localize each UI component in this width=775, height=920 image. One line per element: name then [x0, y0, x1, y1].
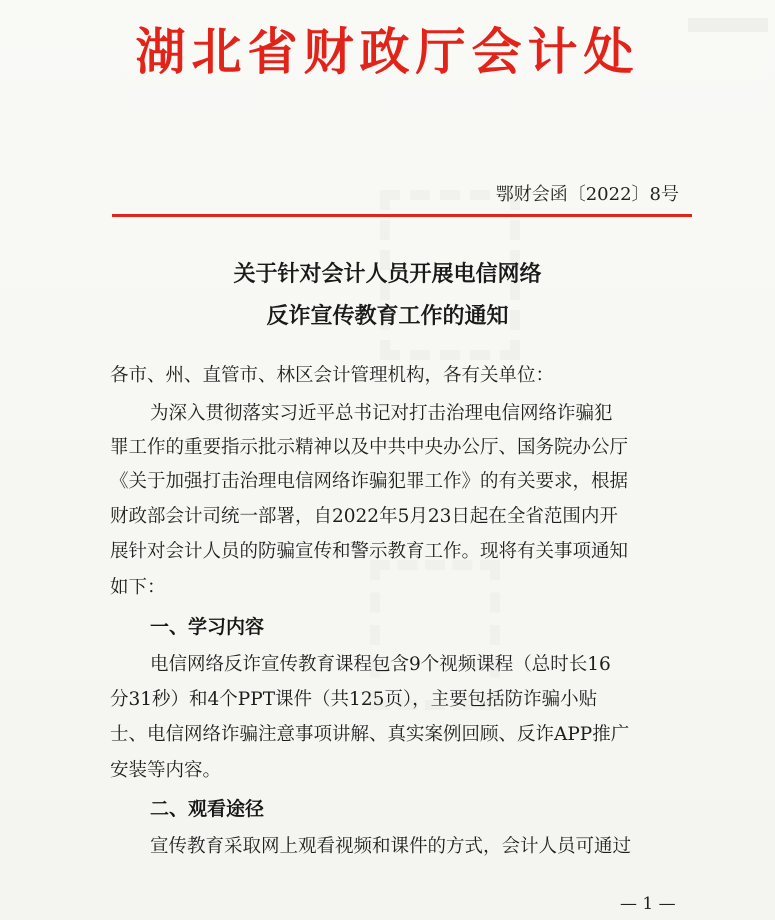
paragraph2-line: 分31秒）和4个PPT课件（共125页），主要包括防诈骗小贴 — [110, 689, 598, 710]
paragraph1-line: 为深入贯彻落实习近平总书记对打击治理电信网络诈骗犯 — [150, 403, 613, 424]
salutation: 各市、州、直管市、林区会计管理机构，各有关单位： — [110, 365, 555, 386]
section2-heading: 二、观看途径 — [150, 798, 265, 820]
paragraph1-line: 如下： — [110, 577, 166, 598]
section1-heading: 一、学习内容 — [150, 616, 265, 638]
red-divider-line — [112, 214, 692, 217]
title-line-2: 反诈宣传教育工作的通知 — [266, 303, 509, 329]
title-line-1: 关于针对会计人员开展电信网络 — [233, 261, 542, 287]
paragraph1-line: 罪工作的重要指示批示精神以及中共中央办公厅、国务院办公厅 — [110, 437, 629, 458]
paragraph3-line: 宣传教育采取网上观看视频和课件的方式，会计人员可通过 — [150, 836, 632, 857]
paragraph1-line: 展针对会计人员的防骗宣传和警示教育工作。现将有关事项通知 — [110, 541, 629, 562]
page-number: — 1 — — [620, 894, 676, 914]
paragraph2-line: 士、电信网络诈骗注意事项讲解、真实案例回顾、反诈APP推广 — [110, 724, 630, 745]
issuing-organization: 湖北省财政厅会计处 — [135, 23, 640, 81]
document-number: 鄂财会函〔2022〕8号 — [495, 184, 679, 205]
paragraph1-line: 《关于加强打击治理电信网络诈骗犯罪工作》的有关要求，根据 — [110, 471, 629, 492]
paragraph2-line: 电信网络反诈宣传教育课程包含9个视频课程（总时长16 — [150, 654, 611, 675]
paragraph2-line: 安装等内容。 — [110, 760, 222, 781]
paragraph1-line: 财政部会计司统一部署，自2022年5月23日起在全省范围内开 — [110, 506, 618, 527]
